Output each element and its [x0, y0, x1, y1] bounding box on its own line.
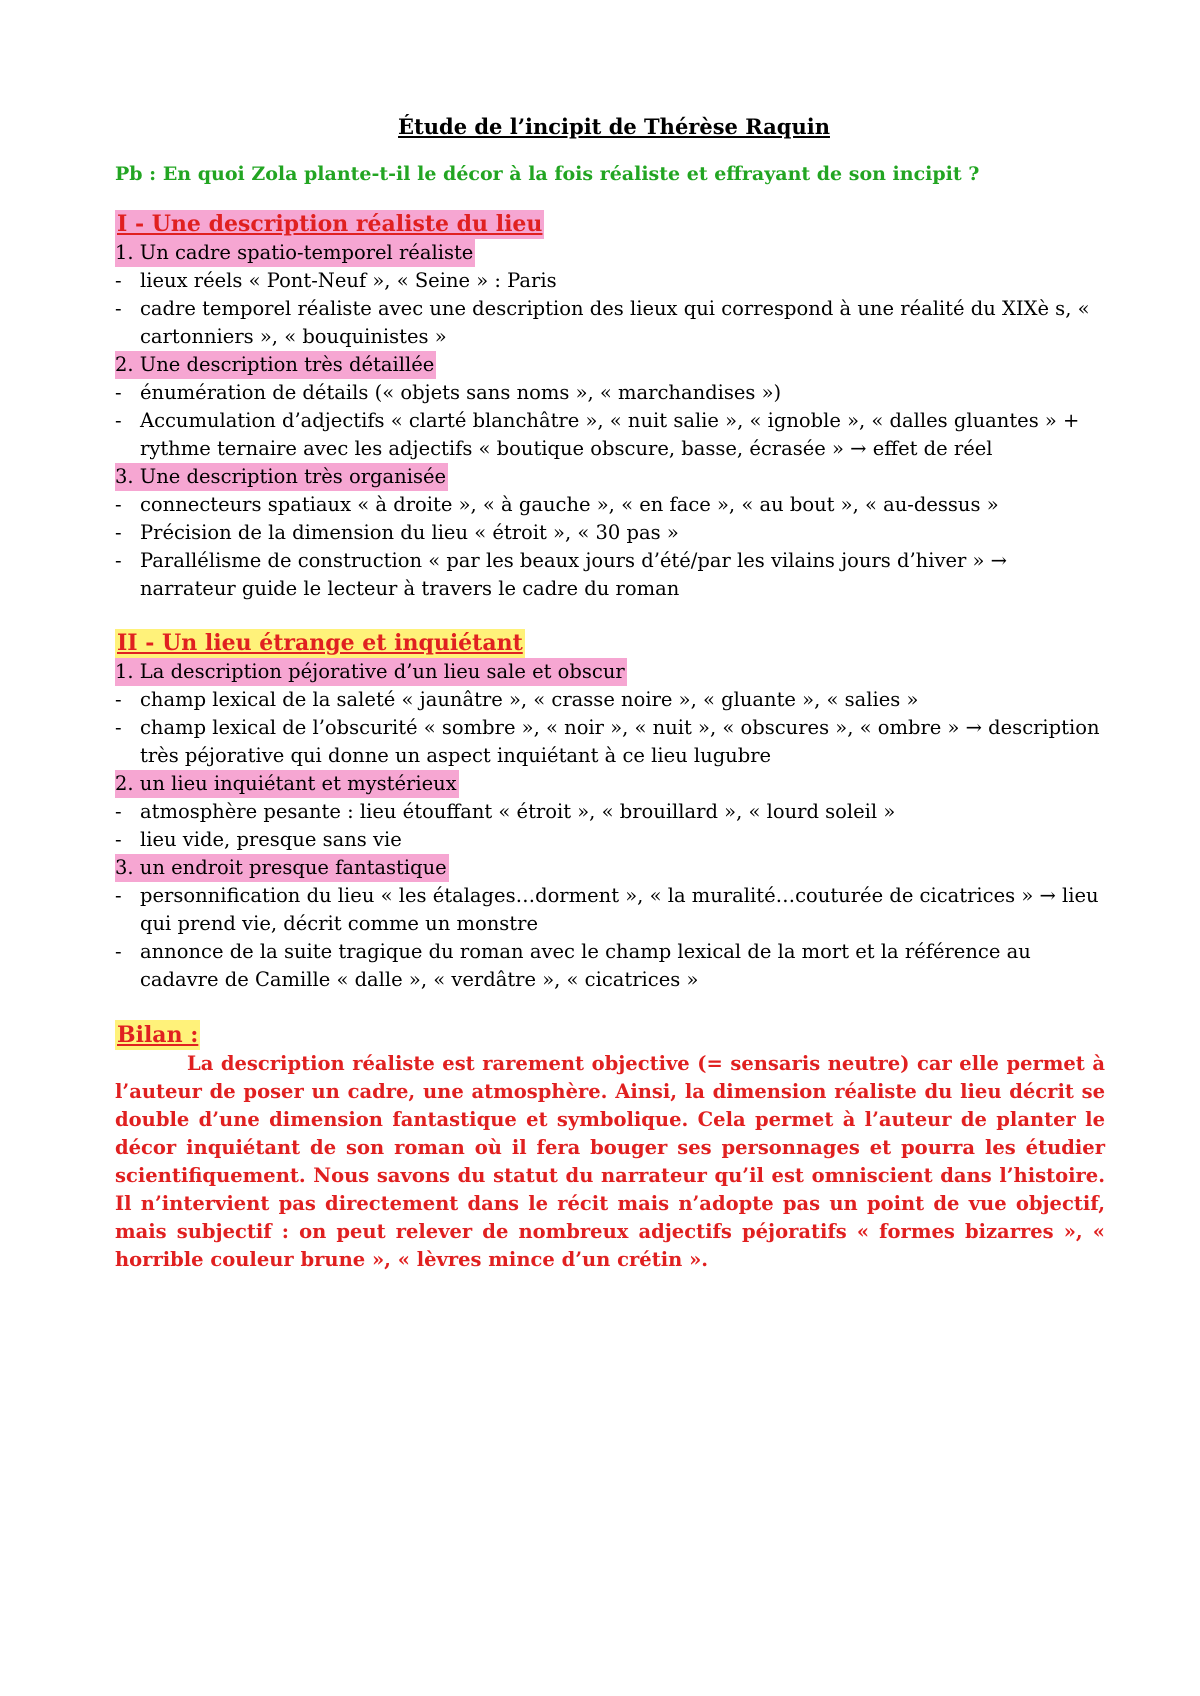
document-title: Étude de l’incipit de Thérèse Raquin — [398, 114, 830, 139]
spacer — [115, 998, 1105, 1020]
bullet-list — [115, 686, 1105, 770]
bullet-dash: - — [115, 493, 122, 516]
part-1-title: I - Une description réaliste du lieu — [117, 211, 543, 237]
list-item: - Accumulation d’adjectifs « clarté blanchâtre », « nuit salie », « ignoble », « dalles gluantes » + rythme ternaire avec les adjectifs « boutique obscure, basse, écrasée » → effet de réel — [115, 409, 1080, 460]
list-item: - lieux réels « Pont-Neuf », « Seine » : Paris — [115, 267, 1105, 295]
bullet-dash: - — [115, 940, 122, 963]
part-2-section-3 — [115, 854, 1105, 994]
section-title: 1. Un cadre spatio-temporel réaliste — [115, 239, 475, 267]
bullet-dash: - — [115, 409, 122, 432]
list-item: - atmosphère pesante : lieu étouffant « étroit », « brouillard », « lourd soleil » — [115, 798, 1105, 826]
list-item: - connecteurs spatiaux « à droite », « à gauche », « en face », « au bout », « au-dessus » — [115, 491, 1105, 519]
list-item: - lieu vide, presque sans vie — [115, 826, 1105, 854]
bilan-text: La description réaliste est rarement objective (= sensaris neutre) car elle permet à l’auteur de poser un cadre, une atmosphère. Ainsi, la dimension réaliste du lieu décrit se double d’une dimension fantastique et symbolique. Cela permet à l’auteur de planter le décor inquiétant de son roman où il fera bouger ses personnages et pourra les étudier scientifiquement. Nous savons du statut du narrateur qu’il est omniscient dans l’histoire. Il n’intervient pas directement dans le récit mais n’adopte pas un point de vue objectif, mais subjectif : on peut relever de nombreux adjectifs péjoratifs « formes bizarres », « horrible couleur brune », « lèvres mince d’un crétin ». — [115, 1052, 1105, 1271]
list-item: - Parallélisme de construction « par les beaux jours d’été/par les vilains jours d’hiver » → narrateur guide le lecteur à travers le cadre du roman — [115, 549, 1007, 600]
part-2 — [115, 629, 1105, 994]
bullet-dash: - — [115, 800, 122, 823]
list-item: - énumération de détails (« objets sans noms », « marchandises ») — [115, 379, 1105, 407]
bilan-block — [115, 1020, 1105, 1274]
list-item: - cadre temporel réaliste avec une description des lieux qui correspond à une réalité du XIXè s, « cartonniers », « bouquinistes » — [115, 297, 1090, 348]
bullet-list — [115, 882, 1105, 994]
bullet-dash: - — [115, 828, 122, 851]
bullet-list — [115, 379, 1105, 463]
bullet-dash: - — [115, 549, 122, 572]
section-title: 3. un endroit presque fantastique — [115, 854, 449, 882]
bullet-dash: - — [115, 521, 122, 544]
bullet-list — [115, 491, 1105, 603]
part-2-title: II - Un lieu étrange et inquiétant — [117, 630, 523, 656]
list-item: - champ lexical de l’obscurité « sombre », « noir », « nuit », « obscures », « ombre » → description très péjorative qui donne un aspect inquiétant à ce lieu lugubre — [115, 716, 1100, 767]
bullet-list — [115, 798, 1105, 854]
spacer — [115, 607, 1105, 629]
bullet-dash: - — [115, 884, 122, 907]
bullet-dash: - — [115, 297, 122, 320]
bullet-dash: - — [115, 269, 122, 292]
bullet-dash: - — [115, 688, 122, 711]
list-item: - personnification du lieu « les étalages…dorment », « la muralité…couturée de cicatrices » → lieu qui prend vie, décrit comme un monstre — [115, 884, 1099, 935]
part-1-section-1 — [115, 239, 1105, 351]
section-title: 2. Une description très détaillée — [115, 351, 436, 379]
problem-statement: Pb : En quoi Zola plante-t-il le décor à la fois réaliste et effrayant de son incipit ? — [115, 163, 980, 185]
list-item: - annonce de la suite tragique du roman avec le champ lexical de la mort et la référence au cadavre de Camille « dalle », « verdâtre », « cicatrices » — [115, 940, 1031, 991]
list-item: - Précision de la dimension du lieu « étroit », « 30 pas » — [115, 519, 1105, 547]
bullet-dash: - — [115, 716, 122, 739]
part-2-section-2 — [115, 770, 1105, 854]
part-1-section-3 — [115, 463, 1105, 603]
part-1-section-2 — [115, 351, 1105, 463]
list-item: - champ lexical de la saleté « jaunâtre », « crasse noire », « gluante », « salies » — [115, 686, 1105, 714]
section-title: 2. un lieu inquiétant et mystérieux — [115, 770, 459, 798]
part-2-section-1 — [115, 658, 1105, 770]
bullet-dash: - — [115, 381, 122, 404]
part-1 — [115, 210, 1105, 603]
section-title: 1. La description péjorative d’un lieu sale et obscur — [115, 658, 627, 686]
section-title: 3. Une description très organisée — [115, 463, 448, 491]
bilan-title: Bilan : — [117, 1022, 199, 1048]
bullet-list — [115, 267, 1105, 351]
document-page — [115, 112, 1105, 1274]
